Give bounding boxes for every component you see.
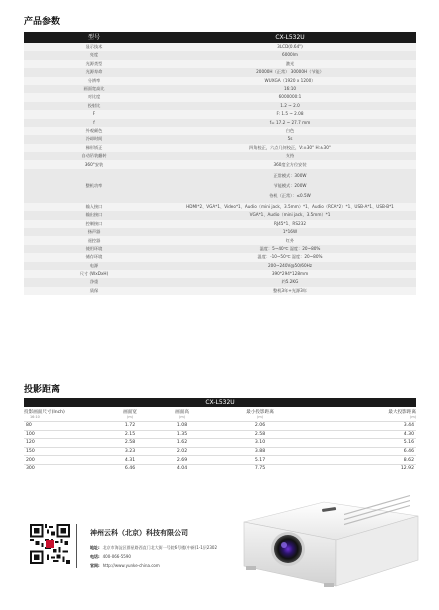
spec-header-model: CX-L532U <box>164 32 416 43</box>
table-row <box>24 456 416 465</box>
col-label: 最小投影距离 <box>246 410 274 415</box>
cell: 4.30 <box>312 430 416 439</box>
spec-row <box>24 102 416 110</box>
spec-row <box>24 228 416 236</box>
spec-table-header <box>24 32 416 43</box>
cell: 6.46 <box>312 447 416 456</box>
spec-value: 四角校正，六点几何校正，V:±30° H:±30° <box>164 144 416 152</box>
spec-value-power <box>164 169 416 203</box>
spec-value: 整机3年+光源3年 <box>164 287 416 295</box>
spec-value: 360度全方位安装 <box>164 160 416 168</box>
divider <box>76 524 77 568</box>
spec-value: 16:10 <box>164 85 416 93</box>
spec-key: 使用环境 <box>24 245 164 253</box>
spec-value: 1*16W <box>164 228 416 236</box>
spec-value: 约5.2KG <box>164 278 416 286</box>
cell: 1.62 <box>156 439 208 448</box>
spec-row <box>24 220 416 228</box>
col-label: 画面高 <box>175 410 189 415</box>
spec-row <box>24 135 416 143</box>
cell: 120 <box>24 439 104 448</box>
table-row <box>24 430 416 439</box>
spec-key: 储存环境 <box>24 253 164 261</box>
distance-table-header <box>24 408 416 422</box>
cell: 5.16 <box>312 439 416 448</box>
spec-value: 激光 <box>164 60 416 68</box>
spec-key: 质保 <box>24 287 164 295</box>
spec-row <box>24 245 416 253</box>
cell: 7.75 <box>208 464 312 472</box>
spec-key: 对比度 <box>24 93 164 101</box>
spec-value: 5s <box>164 135 416 143</box>
spec-key: f <box>24 119 164 127</box>
spec-key: 输入接口 <box>24 203 164 211</box>
cell: 2.69 <box>156 456 208 465</box>
spec-row <box>24 51 416 59</box>
spec-value: VGA*1、Audio（mini jack，3.5mm）*1 <box>164 211 416 219</box>
spec-row <box>24 203 416 211</box>
spec-row <box>24 110 416 118</box>
spec-row <box>24 287 416 295</box>
spec-value: 200~240V@50/60Hz <box>164 262 416 270</box>
spec-value: WUXGA（1920 x 1200） <box>164 77 416 85</box>
spec-table <box>24 32 416 295</box>
col-header-height <box>156 408 208 422</box>
cell: 1.35 <box>156 430 208 439</box>
spec-key: 显示技术 <box>24 43 164 51</box>
col-label: 最大投影距离 <box>388 410 416 415</box>
spec-row <box>24 144 416 152</box>
power-normal: 正常模式：300W <box>273 172 307 178</box>
spec-value: 6000000:1 <box>164 93 416 101</box>
power-standby: 待机（正常）：≤0.5W <box>269 192 311 198</box>
spec-row <box>24 127 416 135</box>
spec-row <box>24 278 416 286</box>
spec-key: 外观颜色 <box>24 127 164 135</box>
col-header-width <box>104 408 156 422</box>
spec-key: 自动吊装翻转 <box>24 152 164 160</box>
cell: 3.44 <box>312 422 416 431</box>
cell: 150 <box>24 447 104 456</box>
spec-key: 尺寸 (WxDxH) <box>24 270 164 278</box>
site-text: http://www.yunke-china.com <box>102 563 160 568</box>
distance-section-title: 投影距离 <box>24 385 61 395</box>
spec-row <box>24 152 416 160</box>
company-name: 神州云科（北京）科技有限公司 <box>90 529 188 537</box>
cell: 1.72 <box>104 422 156 431</box>
spec-value: RJ45*1、RS232 <box>164 220 416 228</box>
cell: 2.58 <box>104 439 156 448</box>
spec-key: 输出接口 <box>24 211 164 219</box>
company-address <box>90 545 217 551</box>
spec-row <box>24 119 416 127</box>
company-website <box>90 563 160 569</box>
table-row <box>24 422 416 431</box>
spec-key: 冷却时间 <box>24 135 164 143</box>
company-phone <box>90 554 131 560</box>
spec-value: 3LCD(0.64") <box>164 43 416 51</box>
spec-row <box>24 211 416 219</box>
spec-key: 360°安装 <box>24 160 164 168</box>
spec-key: 画面宽高比 <box>24 85 164 93</box>
phone-text: 400-066-5590 <box>102 554 131 559</box>
spec-key: 梯形矫正 <box>24 144 164 152</box>
spec-value: HDMI*2、VGA*1、Video*1、Audio（mini jack，3.5mm）*1、Audio（RCA*2）*1、USB-A*1、USB-B*1 <box>164 203 416 211</box>
spec-row-power <box>24 169 416 203</box>
col-unit: (m) <box>179 415 185 419</box>
cell: 12.92 <box>312 464 416 472</box>
spec-row <box>24 43 416 51</box>
cell: 4.31 <box>104 456 156 465</box>
spec-key: 整机功率 <box>24 169 164 203</box>
spec-value: 白色 <box>164 127 416 135</box>
spec-header-key: 型号 <box>24 32 164 43</box>
cell: 2.15 <box>104 430 156 439</box>
spec-key: 光源类型 <box>24 60 164 68</box>
projector-image <box>232 494 422 604</box>
spec-row <box>24 270 416 278</box>
spec-key: 遥控器 <box>24 236 164 244</box>
spec-key: 亮度 <box>24 51 164 59</box>
spec-value: 红外 <box>164 236 416 244</box>
col-header-max-distance <box>312 408 416 422</box>
spec-section-title: 产品参数 <box>24 17 61 27</box>
cell: 3.23 <box>104 447 156 456</box>
spec-row <box>24 93 416 101</box>
spec-key: F <box>24 110 164 118</box>
spec-value: f= 17.2 ~ 27.7 mm <box>164 119 416 127</box>
spec-row <box>24 85 416 93</box>
cell: 1.08 <box>156 422 208 431</box>
spec-value: 6000lm <box>164 51 416 59</box>
spec-value: 20000H（正常） 30000H（节能） <box>164 68 416 76</box>
site-label: 官网: <box>90 563 100 568</box>
qr-code <box>30 524 70 564</box>
spec-key: 分辨率 <box>24 77 164 85</box>
cell: 2.58 <box>208 430 312 439</box>
col-header-min-distance <box>208 408 312 422</box>
spec-key: 投射比 <box>24 102 164 110</box>
spec-row <box>24 253 416 261</box>
spec-value: 1.2 ~ 2.0 <box>164 102 416 110</box>
cell: 4.04 <box>156 464 208 472</box>
col-unit: (m) <box>127 415 133 419</box>
cell: 80 <box>24 422 104 431</box>
spec-key: 电源 <box>24 262 164 270</box>
spec-key: 控制接口 <box>24 220 164 228</box>
spec-value: 温度：5~40℃ 湿度：20~80% <box>164 245 416 253</box>
distance-table <box>24 408 416 473</box>
cell: 2.06 <box>208 422 312 431</box>
spec-key: 光源寿命 <box>24 68 164 76</box>
phone-label: 电话: <box>90 554 100 559</box>
spec-key: 净重 <box>24 278 164 286</box>
cell: 2.02 <box>156 447 208 456</box>
table-row <box>24 464 416 472</box>
cell: 3.10 <box>208 439 312 448</box>
address-label: 地址: <box>90 545 100 550</box>
spec-row <box>24 77 416 85</box>
table-row <box>24 447 416 456</box>
spec-row <box>24 68 416 76</box>
spec-row <box>24 160 416 168</box>
spec-row <box>24 262 416 270</box>
col-unit: (m) <box>257 415 263 419</box>
cell: 3.88 <box>208 447 312 456</box>
col-unit: 16:10 <box>30 415 40 419</box>
address-text: 北京市海淀区群星路西直门北大街一号院6号楼(中新)1-1层2302 <box>102 545 217 550</box>
distance-model-bar: CX-L532U <box>24 398 416 407</box>
cell: 300 <box>24 464 104 472</box>
cell: 200 <box>24 456 104 465</box>
spec-value: F: 1.5 ~ 2.08 <box>164 110 416 118</box>
cell: 5.17 <box>208 456 312 465</box>
spec-row <box>24 60 416 68</box>
cell: 8.62 <box>312 456 416 465</box>
col-header-size <box>24 408 104 422</box>
col-label: 画面宽 <box>123 410 137 415</box>
cell: 6.46 <box>104 464 156 472</box>
power-eco: 节能模式：200W <box>273 182 307 188</box>
col-unit: (m) <box>410 415 416 419</box>
spec-key: 扬声器 <box>24 228 164 236</box>
cell: 100 <box>24 430 104 439</box>
col-label: 投影画面尺寸(Inch) <box>24 410 65 415</box>
table-row <box>24 439 416 448</box>
spec-value: 支持 <box>164 152 416 160</box>
spec-value: 390*294*128mm <box>164 270 416 278</box>
spec-row <box>24 236 416 244</box>
spec-value: 温度：-10~50℃ 湿度：20~80% <box>164 253 416 261</box>
